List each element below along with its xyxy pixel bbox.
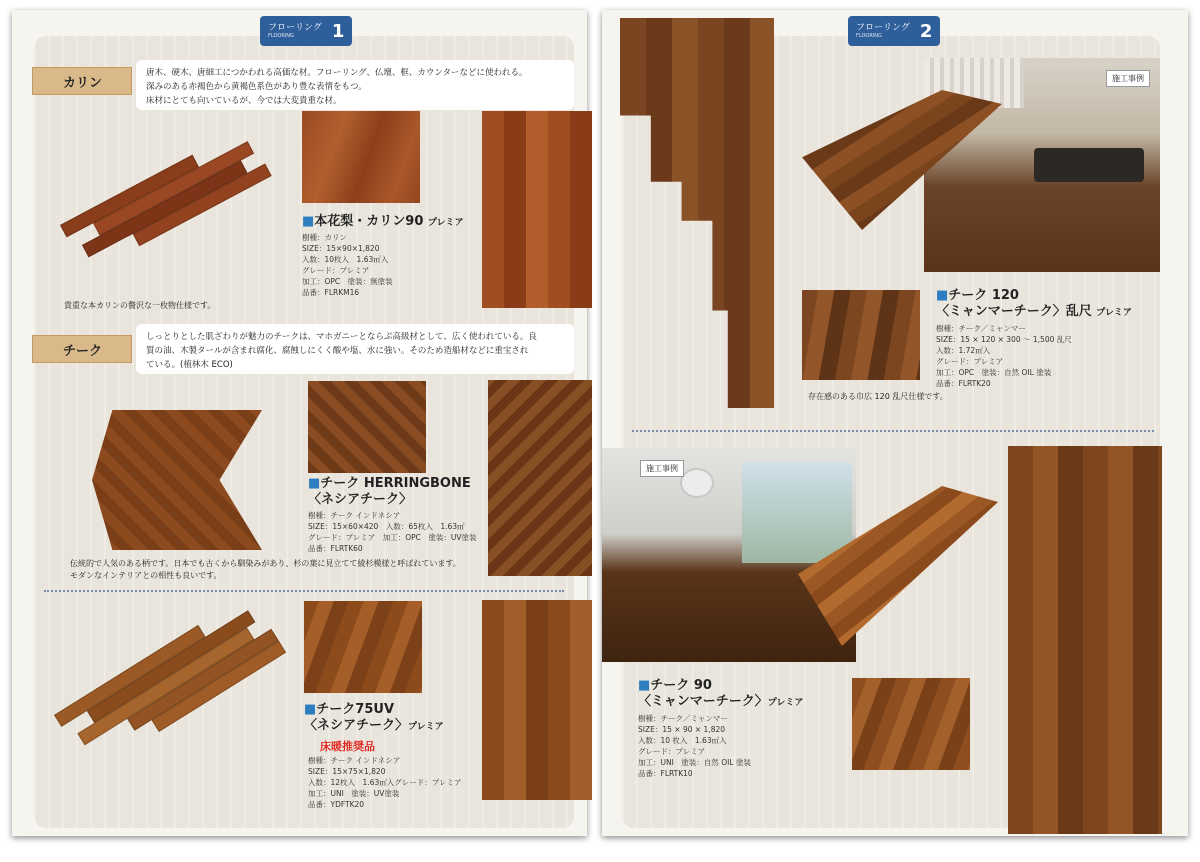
teak90-swatch-large [1008,446,1162,834]
page-tab: フローリング FLOORING 1 [260,16,352,46]
catalog-page-2 [602,10,1188,836]
section-label-teak: チーク [32,335,132,363]
teak120-product-title: ■チーク 120 〈ミャンマーチーク〉乱尺 プレミア [936,288,1132,319]
section-label-karin: カリン [32,67,132,95]
herringbone-specs: 樹種：チーク インドネシア SIZE：15×60×420 入数：65枚入 1.63㎡ グレード：プレミア 加工：OPC 塗装：UV塗装 品番：FLRTK60 [308,511,477,553]
teak90-specs: 樹種：チーク／ミャンマー SIZE：15 × 90 × 1,820 入数：10 枚入 1.63㎡入 グレード：プレミア 加工：UNI 塗装：自然 OIL 塗装 品番：FLRTK10 [638,714,751,778]
teak90-swatch-small [852,678,970,770]
teak75-product-title: ■チーク75UV 〈ネシアチーク〉プレミア [304,702,444,733]
karin-product-title: ■本花梨・カリン90 プレミア [302,214,464,229]
herringbone-swatch-large [488,380,592,576]
karin-swatch-large [482,111,592,308]
teak75-specs: 樹種：チーク インドネシア SIZE：15×75×1,820 入数：12枚入 1.63㎡入グレード：プレミア 加工：UNI 塗装：UV塗装 品番：YDFTK20 [308,756,462,809]
installation-photo-living-room [924,58,1160,272]
catalog-page-1 [12,10,587,836]
karin-description: 唐木、硬木、唐細工につかわれる高価な材。フローリング、仏壇、框、カウンターなどに使われる。 深みのある赤褐色から黄褐色系色があり豊な表情をもつ。 床材にとても向いているが、今では大変貴重な材。 [136,60,574,110]
page-tab: フローリング FLOORING 2 [848,16,940,46]
installation-label: 施工事例 [640,460,684,477]
teak120-swatch [802,290,920,380]
karin-specs: 樹種：カリン SIZE：15×90×1,820 入数：10枚入 1.63㎡入 グレード：プレミア 加工：OPC 塗装：無塗装 品番：FLRKM16 [302,233,393,297]
herringbone-swatch-small [308,381,426,473]
herringbone-product-title: ■チーク HERRINGBONE 〈ネシアチーク〉 [308,476,471,507]
herringbone-caption: 伝統的で人気のある柄です。日本でも古くから馴染みがあり、杉の葉に見立てて綾杉模様と呼ばれています。 モダンなインテリアとの相性も良いです。 [70,559,461,580]
teak120-caption: 存在感のある巾広 120 乱尺仕様です。 [808,392,948,401]
karin-caption: 貴重な本カリンの贅沢な一枚物仕様です。 [64,301,216,310]
teak75-swatch-small [304,601,422,693]
teak-description: しっとりとした肌ざわりが魅力のチークは、マホガニーとならぶ高級材として、広く使われている。良 質の油、木製タールが含まれ腐化、腐蝕しにくく酸や塩、水に強い。そのため造船材などに重宝され ている。(植林木 ECO) [136,324,574,374]
karin-swatch-small [302,111,420,203]
teak75-swatch-large [482,600,592,800]
section-divider [44,590,564,592]
teak90-product-title: ■チーク 90 〈ミャンマーチーク〉プレミア [638,678,804,709]
section-divider [632,430,1154,432]
installation-label: 施工事例 [1106,70,1150,87]
teak120-specs: 樹種：チーク／ミャンマー SIZE：15 × 120 × 300 ～ 1,500 乱尺 入数：1.72㎡入 グレード：プレミア 加工：OPC 塗装：自然 OIL 塗装 品番：FLRTK20 [936,324,1072,388]
floor-heating-badge: 床暖推奨品 [320,740,375,753]
installation-photo-open-room [602,448,856,662]
